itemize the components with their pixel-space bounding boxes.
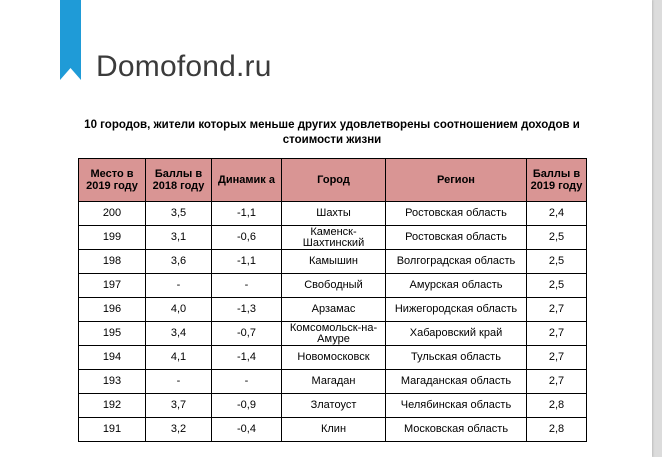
cell-score-2018: 4,1 xyxy=(146,346,212,370)
cell-score-2019: 2,7 xyxy=(527,322,587,346)
cell-city: Камышин xyxy=(282,250,386,274)
cell-region: Магаданская область xyxy=(386,370,527,394)
cell-city: Каменск-Шахтинский xyxy=(282,226,386,250)
cell-place: 192 xyxy=(79,394,146,418)
city-rating-table xyxy=(78,158,587,442)
cell-score-2019: 2,4 xyxy=(527,202,587,226)
table-row xyxy=(79,250,587,274)
table-row xyxy=(79,226,587,250)
cell-city: Арзамас xyxy=(282,298,386,322)
table-header-row xyxy=(79,159,587,202)
cell-dynamics: -1,1 xyxy=(212,202,282,226)
cell-dynamics: -0,4 xyxy=(212,418,282,442)
cell-region: Волгоградская область xyxy=(386,250,527,274)
cell-score-2018: 3,7 xyxy=(146,394,212,418)
cell-score-2019: 2,5 xyxy=(527,250,587,274)
cell-place: 198 xyxy=(79,250,146,274)
header-score-2019: Баллы в 2019 году xyxy=(527,159,587,202)
cell-score-2019: 2,5 xyxy=(527,274,587,298)
cell-city: Магадан xyxy=(282,370,386,394)
cell-score-2018: - xyxy=(146,274,212,298)
header-dynamics: Динамик а xyxy=(212,159,282,202)
cell-place: 194 xyxy=(79,346,146,370)
cell-dynamics: -0,9 xyxy=(212,394,282,418)
cell-score-2018: 3,5 xyxy=(146,202,212,226)
document-title: 10 городов, жители которых меньше других удовлетворены соотношением доходов и стоимости жизни xyxy=(84,119,580,146)
header-score-2018: Баллы в 2018 году xyxy=(146,159,212,202)
cell-place: 196 xyxy=(79,298,146,322)
cell-region: Ростовская область xyxy=(386,202,527,226)
cell-dynamics: -1,4 xyxy=(212,346,282,370)
cell-city: Комсомольск-на-Амуре xyxy=(282,322,386,346)
cell-region: Тульская область xyxy=(386,346,527,370)
table-row xyxy=(79,298,587,322)
cell-dynamics: -1,1 xyxy=(212,250,282,274)
cell-place: 199 xyxy=(79,226,146,250)
header-city: Город xyxy=(282,159,386,202)
cell-score-2019: 2,8 xyxy=(527,394,587,418)
cell-region: Ростовская область xyxy=(386,226,527,250)
cell-region: Московская область xyxy=(386,418,527,442)
cell-score-2019: 2,5 xyxy=(527,226,587,250)
cell-region: Амурская область xyxy=(386,274,527,298)
logo-text: Domofond.ru xyxy=(96,50,272,83)
header-place-2019: Место в 2019 году xyxy=(79,159,146,202)
table-row xyxy=(79,202,587,226)
cell-dynamics: -0,6 xyxy=(212,226,282,250)
cell-score-2019: 2,7 xyxy=(527,346,587,370)
cell-score-2018: 3,1 xyxy=(146,226,212,250)
cell-score-2018: 3,4 xyxy=(146,322,212,346)
table-row xyxy=(79,274,587,298)
cell-dynamics: -1,3 xyxy=(212,298,282,322)
cell-score-2019: 2,7 xyxy=(527,298,587,322)
cell-city: Свободный xyxy=(282,274,386,298)
cell-dynamics: -0,7 xyxy=(212,322,282,346)
table-row xyxy=(79,418,587,442)
cell-score-2018: 3,6 xyxy=(146,250,212,274)
header-region: Регион xyxy=(386,159,527,202)
cell-city: Шахты xyxy=(282,202,386,226)
cell-score-2018: - xyxy=(146,370,212,394)
cell-region: Нижегородская область xyxy=(386,298,527,322)
table-row xyxy=(79,322,587,346)
house-logo-icon xyxy=(60,0,81,80)
cell-score-2018: 4,0 xyxy=(146,298,212,322)
cell-place: 195 xyxy=(79,322,146,346)
cell-place: 200 xyxy=(79,202,146,226)
cell-place: 191 xyxy=(79,418,146,442)
cell-region: Хабаровский край xyxy=(386,322,527,346)
cell-place: 197 xyxy=(79,274,146,298)
cell-dynamics: - xyxy=(212,370,282,394)
table-row xyxy=(79,394,587,418)
cell-city: Новомосковск xyxy=(282,346,386,370)
cell-city: Клин xyxy=(282,418,386,442)
cell-score-2019: 2,8 xyxy=(527,418,587,442)
cell-region: Челябинская область xyxy=(386,394,527,418)
cell-place: 193 xyxy=(79,370,146,394)
cell-dynamics: - xyxy=(212,274,282,298)
table-row xyxy=(79,346,587,370)
cell-score-2019: 2,7 xyxy=(527,370,587,394)
cell-city: Златоуст xyxy=(282,394,386,418)
table-row xyxy=(79,370,587,394)
cell-score-2018: 3,2 xyxy=(146,418,212,442)
